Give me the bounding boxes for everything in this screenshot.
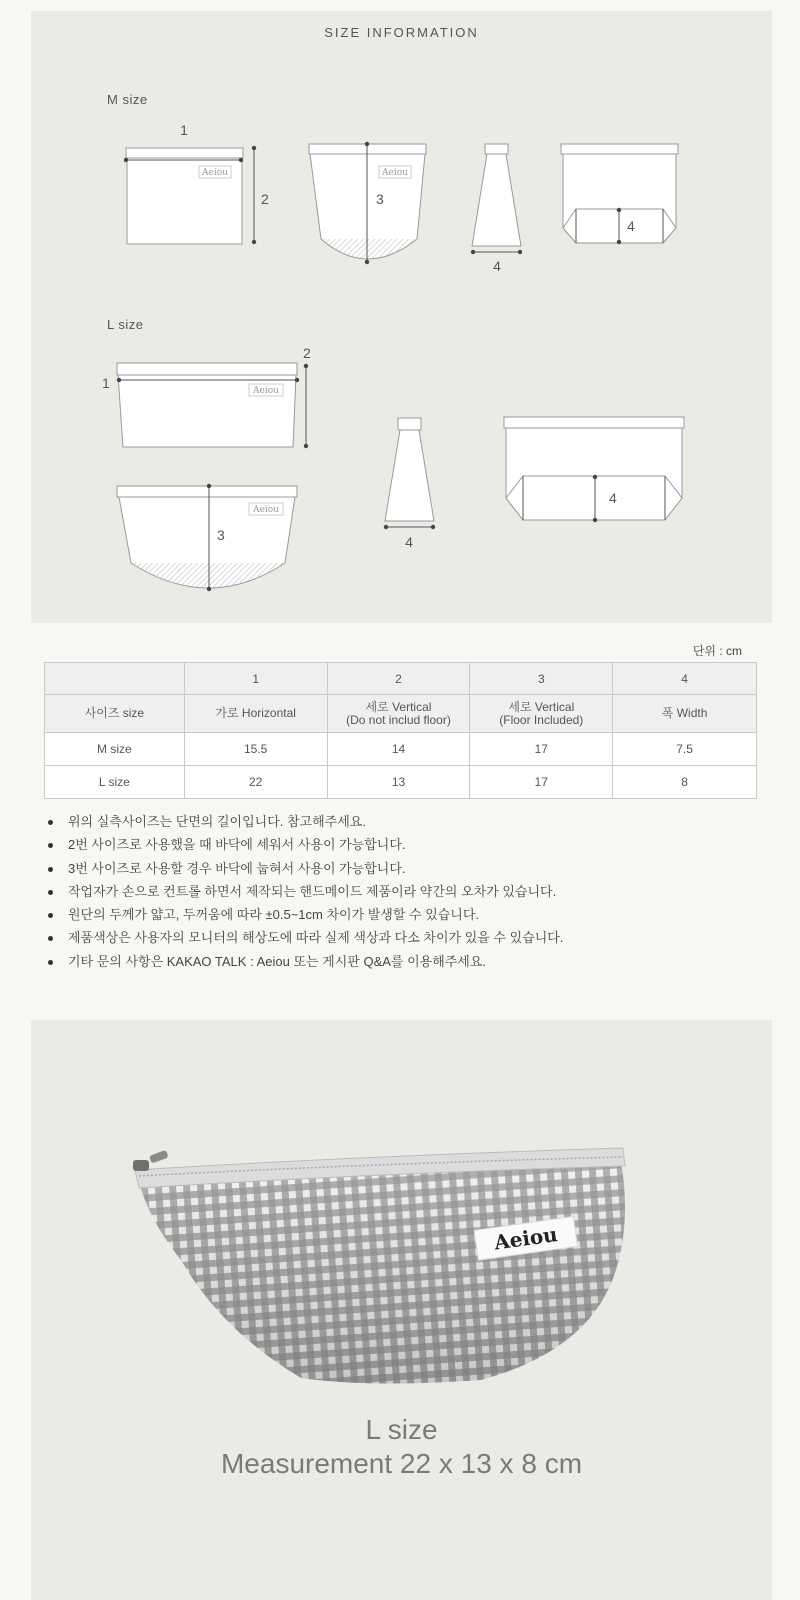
m-dim-4: 4: [493, 258, 501, 274]
pouch-photo: [31, 1020, 772, 1600]
note-item: 원단의 두께가 얇고, 두꺼움에 따라 ±0.5~1cm 차이가 발생할 수 있습니다.: [46, 903, 563, 926]
table-row: [45, 766, 757, 799]
size-info-title: SIZE INFORMATION: [324, 25, 479, 40]
l-dim-2: 2: [303, 345, 311, 361]
m-dim-4b: 4: [627, 218, 635, 234]
size-information-panel: [31, 11, 772, 623]
l-size-label: L size: [107, 317, 144, 332]
table-cell: 13: [327, 766, 470, 799]
size-table: [44, 662, 757, 799]
photo-caption-size: L size: [365, 1414, 438, 1445]
m-dim-3: 3: [376, 191, 384, 207]
table-header-cell: 2: [327, 663, 470, 695]
table-row: [45, 733, 757, 766]
table-cell: 15.5: [184, 733, 327, 766]
note-item: 제품색상은 사용자의 모니터의 해상도에 따라 실제 색상과 다소 차이가 있을 수 있습니다.: [46, 926, 563, 949]
table-cell: 14: [327, 733, 470, 766]
table-number-header: [45, 663, 757, 695]
size-diagram: [31, 11, 772, 623]
m-floor-view: [309, 142, 426, 264]
table-name-header: [45, 695, 757, 733]
m-side-view: [471, 144, 522, 274]
table-header-vertical: [327, 695, 470, 733]
m-dim-1: 1: [180, 122, 188, 138]
table-header-size: 사이즈 size: [45, 695, 185, 733]
table-header-horizontal: 가로 Horizontal: [184, 695, 327, 733]
l-gusset-view: [504, 417, 684, 522]
photo-caption-measurement: Measurement 22 x 13 x 8 cm: [220, 1448, 583, 1479]
m-gusset-view: [561, 144, 678, 244]
l-front-view: [102, 345, 311, 448]
l-floor-brand-tag: Aeiou: [253, 505, 279, 515]
table-cell: 22: [184, 766, 327, 799]
l-dim-4: 4: [405, 534, 413, 550]
note-item: 기타 문의 사항은 KAKAO TALK : Aeiou 또는 게시판 Q&A를 이용해주세요.: [46, 950, 563, 973]
header-line: 세로 Vertical: [508, 699, 575, 714]
note-item: 위의 실측사이즈는 단면의 길이입니다. 참고해주세요.: [46, 810, 563, 833]
pouch-brand-text: Aeiou: [492, 1221, 560, 1255]
l-dim-4b: 4: [609, 490, 617, 506]
table-header-cell: [45, 663, 185, 695]
table-cell-size: L size: [45, 766, 185, 799]
table-header-cell: 3: [470, 663, 613, 695]
table-header-width: 폭 Width: [613, 695, 757, 733]
l-floor-view: [117, 484, 297, 591]
table-cell: 8: [613, 766, 757, 799]
l-front-brand-tag: Aeiou: [253, 386, 279, 396]
l-dim-1: 1: [102, 375, 110, 391]
header-line: 세로 Vertical: [365, 699, 432, 714]
table-header-vertical-floor: [470, 695, 613, 733]
header-line: (Do not includ floor): [346, 712, 451, 727]
table-cell-size: M size: [45, 733, 185, 766]
m-front-brand-tag: Aeiou: [202, 168, 228, 178]
l-side-view: [384, 418, 435, 550]
table-header-cell: 1: [184, 663, 327, 695]
m-dim-2: 2: [261, 191, 269, 207]
l-dim-3: 3: [217, 527, 225, 543]
unit-label: 단위 : cm: [692, 644, 742, 658]
table-header-cell: 4: [613, 663, 757, 695]
m-size-label: M size: [107, 92, 148, 107]
header-line: (Floor Included): [499, 712, 584, 727]
m-front-view: [124, 122, 269, 244]
product-photo-panel: [31, 1020, 772, 1600]
note-item: 작업자가 손으로 컨트롤 하면서 제작되는 핸드메이드 제품이라 약간의 오차가 있습니다.: [46, 880, 563, 903]
note-item: 3번 사이즈로 사용할 경우 바닥에 눕혀서 사용이 가능합니다.: [46, 857, 563, 880]
table-cell: 17: [470, 766, 613, 799]
note-item: 2번 사이즈로 사용했을 때 바닥에 세워서 사용이 가능합니다.: [46, 833, 563, 856]
table-cell: 17: [470, 733, 613, 766]
table-cell: 7.5: [613, 733, 757, 766]
m-floor-brand-tag: Aeiou: [382, 168, 408, 178]
notes-list: [46, 810, 563, 973]
